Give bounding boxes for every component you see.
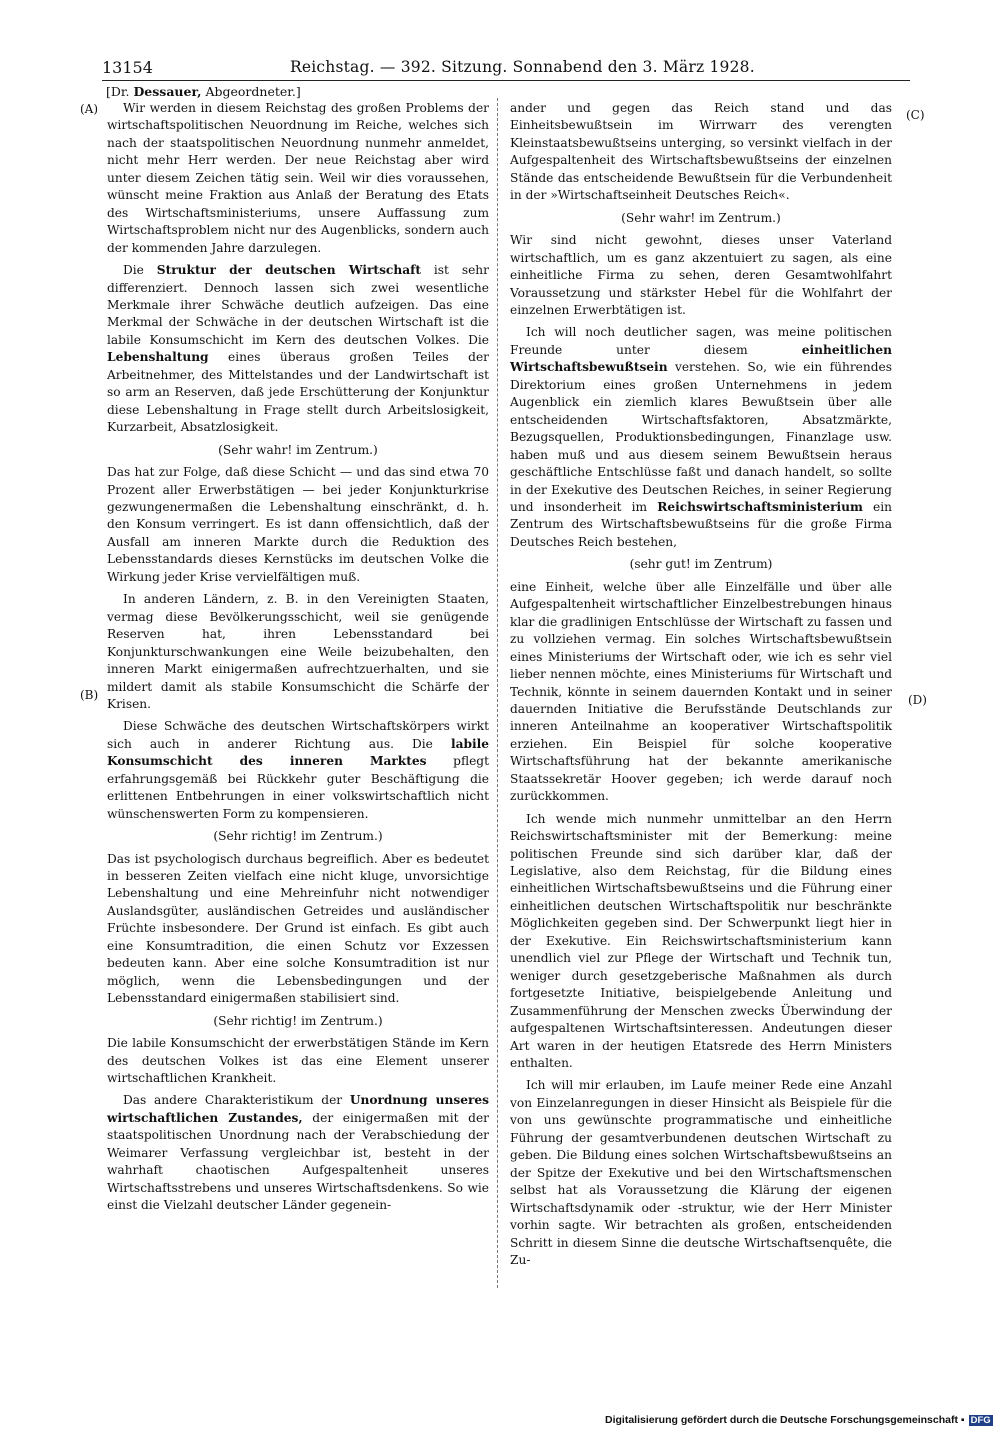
- margin-marker-d: (D): [908, 693, 927, 707]
- right-paragraph-3: Ich will noch deutlicher sagen, was meine politischen Freunde unter diesem einheitlichen Wirtschaftsbewußtsein verstehen. So, wie ein führendes Direktorium eines großen Unternehmens in jedem Augenblick ein ziemlich klares Bewußtsein über alle entscheidenden Wirtschaftsfaktoren, Absatzmärkte, Bezugsquellen, Produktionsbedingungen, Finanzlage usw. haben muß und aus diesem seinem Bewußtsein heraus geschäftliche Entschlüsse faßt und danach handelt, so sollte in der Exekutive des Deutschen Reiches, in seiner Regierung und insonderheit im Reichswirtschaftsministerium ein Zentrum des Wirtschaftsbewußtseins für die große Firma Deutsches Reich bestehen,: [510, 325, 892, 549]
- left-applause-1: (Sehr wahr! im Zentrum.): [218, 442, 378, 457]
- right-paragraph-5: Ich wende mich nunmehr unmittelbar an den Herrn Reichswirtschaftsminister mit der Bemerkung: meine politischen Freunde sind sich darüber klar, daß der Legislative, also dem Reichstag, für die Bildung eines einheitlichen Wirtschaftsbewußtseins und die Führung einer einheitlichen deutschen Wirtschaftspolitik nur beschränkte Möglichkeiten gegeben sind. Der Schwerpunkt liegt hier in der Exekutive. Ein Reichswirtschaftsministerium kann unendlich viel zur Pflege der Wirtschaft und Technik tun, weniger durch gesetzgeberische Maßnahmen als durch fortgesetzte Initiative, beispielgebende Anleitung und Zusammenführung der Menschen zwecks Überwindung der aufgespaltenen Wirtschaftsinteressen. Andeutungen dieser Art waren in der heutigen Etatsrede des Herrn Ministers enthalten.: [510, 811, 892, 1071]
- margin-marker-a: (A): [80, 102, 99, 116]
- right-paragraph-6: Ich will mir erlauben, im Laufe meiner Rede eine Anzahl von Einzelanregungen in dieser Hinsicht als Beispiele für die von uns gewünschte programmatische und einheitliche Führung der gesamtverbundenen deutschen Wirtschaft zu geben. Die Bildung eines solchen Wirtschaftsbewußtseins an der Spitze der Exekutive und bei den Wirtschaftsmenschen selbst hat als Voraussetzung die Klärung der eigenen Wirtschaftsdynamik oder -struktur, wie der Herr Minister vorhin sagte. Wir betrachten als großen, entscheidenden Schritt in diesem Sinne die deutsche Wirtschaftsenquête, die Zu-: [510, 1078, 892, 1267]
- left-paragraph-6: Das ist psychologisch durchaus begreiflich. Aber es bedeutet in besseren Zeiten vielfach eine nicht kluge, unvorsichtige Lebenshaltung und eine Mehreinfuhr nicht notwendiger Auslandsgüter, ausländischen Getreides und ausländischer Früchte insbesondere. Der Grund ist einfach. Es gibt auch eine Konsumtradition, die einen Schutz vor Exzessen bedeuten kann. Aber eine solche Konsumtradition ist nur möglich, wenn die Lebensbedingungen und der Lebensstandard einigermaßen stabilisiert sind.: [107, 851, 489, 1006]
- margin-marker-c: (C): [906, 108, 925, 122]
- left-paragraph-2: Die Struktur der deutschen Wirtschaft ist sehr differenziert. Dennoch lassen sich zwei wesentliche Merkmale ihrer Schwäche deutlich aufzeigen. Das eine Merkmal der Schwäche in der deutschen Wirtschaft ist die labile Konsumschicht im Kern des deutschen Volkes. Die Lebenshaltung eines überaus großen Teiles der Arbeitnehmer, des Mittelstandes und der Landwirtschaft ist so arm an Reserven, daß jede Erschütterung der Konjunktur diese Lebenshaltung in Frage stellt durch Arbeitslosigkeit, Kurzarbeit, Absatzlosigkeit.: [107, 263, 489, 435]
- column-divider: [497, 98, 498, 1288]
- page-header: [102, 58, 910, 81]
- right-paragraph-2: Wir sind nicht gewohnt, dieses unser Vaterland wirtschaftlich, um es ganz akzentuiert zu sagen, als eine einheitliche Firma zu sehen, deren Gesamtwohlfahrt Voraussetzung und stärkster Hebel für die Wohlfahrt der einzelnen Erwerbtätigen ist.: [510, 233, 892, 317]
- left-paragraph-5: Diese Schwäche des deutschen Wirtschaftskörpers wirkt sich auch in anderer Richtung aus. Die labile Konsumschicht des inneren Marktes pflegt erfahrungsgemäß bei Rückkehr guter Beschäftigung die erlittenen Entbehrungen in einer volkswirtschaftlich nicht wünschenswerten Form zu kompensieren.: [107, 719, 490, 821]
- running-title: Reichstag. — 392. Sitzung. Sonnabend den 3. März 1928.: [290, 58, 755, 76]
- page-number: 13154: [102, 58, 153, 77]
- left-applause-3: (Sehr richtig! im Zentrum.): [213, 1013, 383, 1028]
- dfg-logo: DFG: [970, 1414, 991, 1426]
- left-applause-2: (Sehr richtig! im Zentrum.): [213, 829, 383, 844]
- speaker-suffix: Abgeordneter.]: [201, 84, 301, 99]
- margin-marker-b: (B): [80, 688, 99, 702]
- speaker-prefix: [Dr.: [106, 84, 134, 99]
- digitization-footer: Digitalisierung gefördert durch die Deutsche Forschungsgemeinschaft ▪ DFG: [605, 1414, 991, 1426]
- footer-text: Digitalisierung gefördert durch die Deutsche Forschungsgemeinschaft: [605, 1414, 958, 1426]
- left-column: [107, 100, 489, 1220]
- speaker-name: Dessauer,: [133, 84, 202, 99]
- speaker-line: [106, 84, 301, 99]
- right-paragraph-1: ander und gegen das Reich stand und das Einheitsbewußtsein im Wirrwarr des verengten Kleinstaatsbewußtseins unterging, so versinkt vielfach in der Aufgespaltenheit des Wirtschaftsbewußtseins der einzelnen Stände das entscheidende Bewußtsein für die Verbundenheit in der »Wirtschaftseinheit Deutsches Reich«.: [510, 101, 892, 203]
- left-paragraph-1: Wir werden in diesem Reichstag des großen Problems der wirtschaftspolitischen Neuordnung im Reiche, welches sich nach der staatspolitischen Neuordnung nunmehr anmeldet, nicht mehr Herr werden. Der neue Reichstag aber wird unter diesem Zeichen tätig sein. Weil wir dies voraussehen, wünscht meine Fraktion aus Anlaß der Beratung des Etats des Wirtschaftsministeriums, unsere Auffassung zum Wirtschaftsproblem nicht nur des Augenblicks, sondern auch der kommenden Jahre darzulegen.: [107, 101, 489, 255]
- right-paragraph-4: eine Einheit, welche über alle Einzelfälle und über alle Aufgespaltenheit wirtschaftlicher Einzelbestrebungen hinaus klar die gradlinigen Entschlüsse der Wirtschaft zu fassen und zu vollziehen vermag. Ein solches Wirtschaftsbewußtsein eines Ministeriums der Wirtschaft oder, wie ich es sehr viel lieber nennen möchte, eines Ministeriums für Wirtschaft und Technik, könnte in seinem dauernden Kontakt und in seiner dauernden Initiative die Berufsstände Deutschlands zur inneren Anteilnahme an kooperativer Wirtschaftspolitik erziehen. Ein Beispiel für solche kooperative Wirtschaftsführung hat der bekannte amerikanische Staatssekretär Hoover gegeben; ich werde darauf noch zurückkommen.: [510, 579, 892, 804]
- right-column: [510, 100, 892, 1274]
- left-paragraph-7: Die labile Konsumschicht der erwerbstätigen Stände im Kern des deutschen Volkes ist das eine Element unserer wirtschaftlichen Krankheit.: [107, 1036, 489, 1086]
- right-applause-1: (Sehr wahr! im Zentrum.): [621, 210, 781, 225]
- right-applause-2: (sehr gut! im Zentrum): [629, 557, 773, 572]
- left-paragraph-4: In anderen Ländern, z. B. in den Vereinigten Staaten, vermag diese Bevölkerungsschicht, weil sie genügende Reserven hat, ihren Lebensstandard bei Konjunkturschwankungen eine Weile beizubehalten, den inneren Markt einigermaßen aufrechtzuerhalten, und sie mildert damit als stabile Konsumschicht die Schärfe der Krisen.: [107, 592, 489, 711]
- left-paragraph-3: Das hat zur Folge, daß diese Schicht — und das sind etwa 70 Prozent aller Erwerbstätigen — bei jeder Konjunkturkrise gezwungenermaßen die Lebenshaltung einschränkt, d. h. den Konsum verringert. Es ist dann offensichtlich, daß der Ausfall am inneren Markte durch die Reduktion des Lebensstandards dieses Kernstücks im deutschen Volke die Wirkung jeder Krise vervielfältigen muß.: [107, 465, 489, 584]
- left-paragraph-8: Das andere Charakteristikum der Unordnung unseres wirtschaftlichen Zustandes, der einigermaßen mit der staatspolitischen Unordnung nach der Verabschiedung der Weimarer Verfassung vergleichbar ist, besteht in der wahrhaft chaotischen Aufgespaltenheit unseres Wirtschaftsstrebens und unseres Wirtschaftsdenkens. So wie einst die Vielzahl deutscher Länder gegenein-: [107, 1093, 489, 1213]
